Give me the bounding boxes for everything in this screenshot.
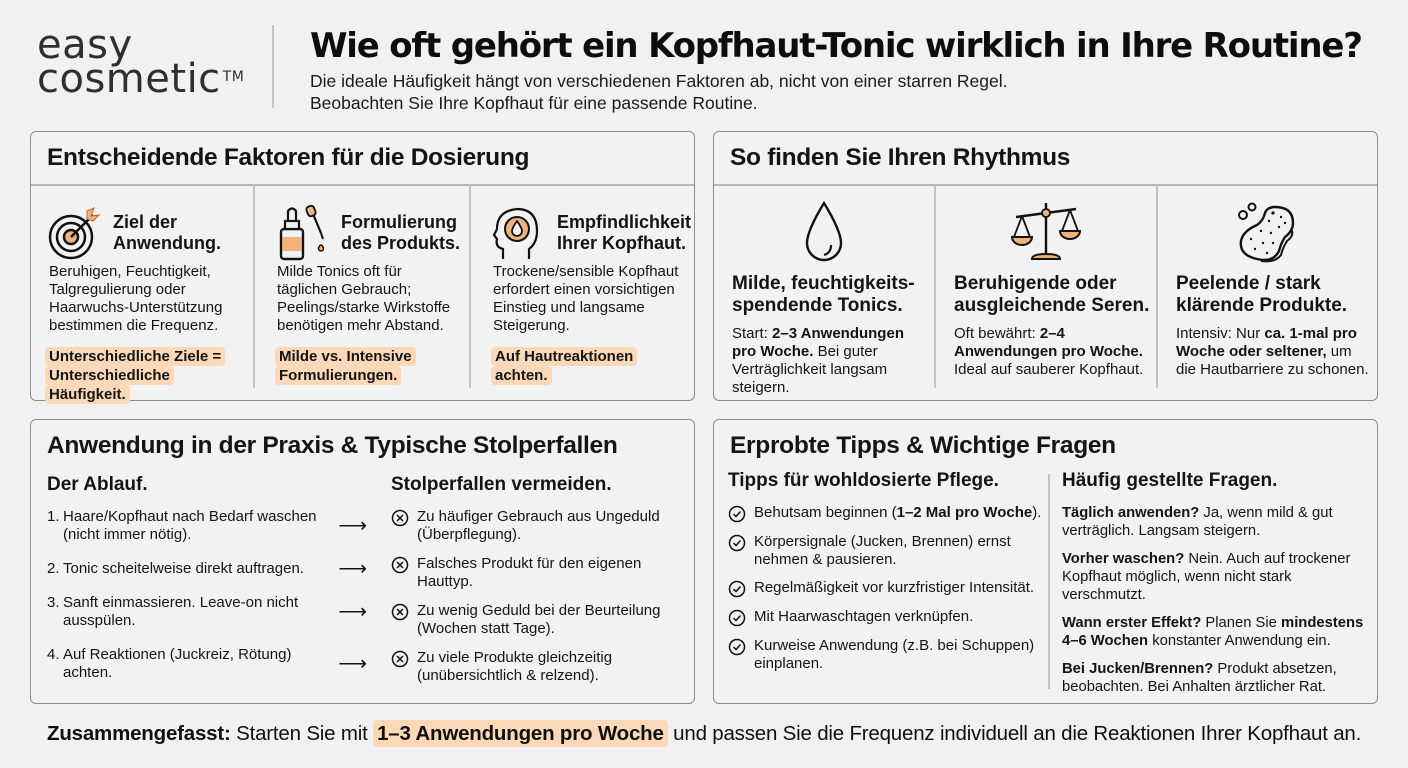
- rhythm-title-line: Peelende / stark: [1176, 273, 1321, 294]
- arrow-right-icon: ⟶: [338, 515, 367, 537]
- panel-title: So finden Sie Ihren Rhythmus: [730, 144, 1071, 171]
- rhythm-peeling: [1158, 185, 1378, 400]
- highlight-line: achten.: [491, 366, 552, 385]
- check-circle-icon: [728, 609, 746, 627]
- faq-item: Vorher waschen? Nein. Auch auf trockener Kopfhaut möglich, wenn nicht stark verschmutzt.: [1062, 551, 1351, 603]
- rhythm-panel: [713, 131, 1378, 401]
- x-circle-icon: [391, 650, 409, 668]
- x-circle-icon: [391, 509, 409, 527]
- check-circle-icon: [728, 534, 746, 552]
- arrow-right-icon: ⟶: [338, 653, 367, 675]
- steps-title: Der Ablauf.: [47, 474, 148, 495]
- water-drop-icon: [799, 199, 849, 265]
- page-subtitle: [310, 70, 1008, 114]
- tips-list: [728, 504, 1048, 683]
- trademark: TM: [222, 69, 245, 85]
- sponge-icon: [1233, 199, 1303, 265]
- panel-title: Anwendung in der Praxis & Typische Stolperfallen: [47, 432, 618, 459]
- tips-title: Tipps für wohldosierte Pflege.: [728, 470, 999, 491]
- tip-item: Mit Haarwaschtagen verknüpfen.: [728, 608, 1048, 627]
- factor-title-line: des Produkts.: [341, 233, 461, 253]
- factor-text: Milde Tonics oft für täglichen Gebrauch; Peelings/starke Wirkstoffe benötigen mehr Abstand.: [277, 263, 451, 334]
- factor-title-line: Ziel der: [113, 212, 178, 232]
- tip-item: Regelmäßigkeit vor kurzfristiger Intensität.: [728, 579, 1048, 598]
- pitfalls-title: Stolperfallen vermeiden.: [391, 474, 612, 495]
- rhythm-calming: [936, 185, 1156, 400]
- step-item: 1. Haare/Kopfhaut nach Bedarf waschen (nicht immer nötig). ⟶: [47, 508, 367, 543]
- pitfall-item: Falsches Produkt für den eigenen Hauttyp.: [391, 555, 681, 591]
- pitfalls-list: [391, 508, 681, 696]
- rhythm-title-line: Milde, feuchtigkeits-: [732, 273, 915, 294]
- highlight-line: Formulierungen.: [275, 366, 401, 385]
- step-item: 4. Auf Reaktionen (Juckreiz, Rötung) achten. ⟶: [47, 646, 367, 681]
- pitfall-item: Zu häufiger Gebrauch aus Ungeduld (Überpflegung).: [391, 508, 681, 544]
- rhythm-title-line: spendende Tonics.: [732, 295, 903, 316]
- pitfall-item: Zu wenig Geduld bei der Beurteilung (Wochen statt Tage).: [391, 602, 681, 638]
- step-item: 2. Tonic scheitelweise direkt auftragen. ⟶: [47, 558, 367, 580]
- factor-highlight: [45, 347, 253, 404]
- factor-title-line: Ihrer Kopfhaut.: [557, 233, 686, 253]
- tips-panel: [713, 419, 1378, 704]
- factor-text: Trockene/sensible Kopfhaut erfordert einen vorsichtigen Einstieg und langsame Steigerung.: [493, 263, 679, 334]
- page-title: Wie oft gehört ein Kopfhaut-Tonic wirklich in Ihre Routine?: [310, 26, 1362, 66]
- rhythm-title: [732, 273, 915, 317]
- arrow-right-icon: ⟶: [338, 601, 367, 623]
- target-icon: [47, 203, 103, 263]
- factor-formulation: [255, 185, 469, 400]
- steps-list: [47, 508, 367, 698]
- summary-highlight: 1–3 Anwendungen pro Woche: [373, 720, 668, 747]
- head-drop-icon: [491, 203, 547, 263]
- step-item: 3. Sanft einmassieren. Leave-on nicht ausspülen. ⟶: [47, 594, 367, 629]
- faq-item: Täglich anwenden? Ja, wenn mild & gut verträglich. Langsam steigern.: [1062, 505, 1333, 539]
- faq-item: Wann erster Effekt? Planen Sie mindestens 4–6 Wochen konstanter Anwendung ein.: [1062, 615, 1364, 649]
- factor-goal: [31, 185, 253, 403]
- faq-title: Häufig gestellte Fragen.: [1062, 470, 1278, 491]
- factor-highlight: [275, 347, 416, 385]
- column-divider: [1048, 474, 1050, 689]
- brand-logo: [37, 22, 245, 102]
- x-circle-icon: [391, 603, 409, 621]
- faq-item: Bei Jucken/Brennen? Produkt absetzen, beobachten. Bei Anhalten ärztlicher Rat.: [1062, 661, 1337, 695]
- rhythm-title: [954, 273, 1149, 317]
- factor-highlight: [491, 347, 637, 385]
- x-circle-icon: [391, 556, 409, 574]
- tip-item: Behutsam beginnen (1–2 Mal pro Woche).: [728, 504, 1048, 523]
- check-circle-icon: [728, 580, 746, 598]
- rhythm-text: Oft bewährt: 2–4 Anwendungen pro Woche. Ideal auf sauberer Kopfhaut.: [954, 325, 1144, 378]
- factors-panel: [30, 131, 695, 401]
- highlight-line: Unterschiedliche Ziele =: [45, 347, 225, 366]
- practice-panel: [30, 419, 695, 704]
- factor-title-line: Formulierung: [341, 212, 457, 232]
- balance-scale-icon: [1010, 199, 1082, 265]
- arrow-right-icon: ⟶: [338, 558, 367, 580]
- summary-line: [47, 722, 1361, 746]
- subtitle-line-1: Die ideale Häufigkeit hängt von verschiedenen Faktoren ab, nicht von einer starren Regel.: [310, 71, 1008, 91]
- factor-text: Beruhigen, Feuchtigkeit, Talgregulierung oder Haarwuchs-Unterstützung bestimmen die Frequenz.: [49, 263, 223, 334]
- rhythm-title-line: Beruhigende oder: [954, 273, 1117, 294]
- faq-list: [1062, 504, 1377, 706]
- rhythm-text: Start: 2–3 Anwendungen pro Woche. Bei guter Verträglichkeit langsam steigern.: [732, 325, 904, 396]
- logo-line-1: easy: [37, 22, 133, 68]
- highlight-line: Milde vs. Intensive: [275, 347, 416, 366]
- highlight-line: Auf Hautreaktionen: [491, 347, 637, 366]
- summary-label: Zusammengefasst:: [47, 722, 231, 745]
- summary-text: und passen Sie die Frequenz individuell an die Reaktionen Ihrer Kopfhaut an.: [667, 722, 1362, 745]
- factor-title-line: Empfindlichkeit: [557, 212, 692, 232]
- factor-title-line: Anwendung.: [113, 233, 221, 253]
- rhythm-title-line: klärende Produkte.: [1176, 295, 1348, 316]
- subtitle-line-2: Beobachten Sie Ihre Kopfhaut für eine passende Routine.: [310, 93, 758, 113]
- logo-line-2: cosmetic: [37, 56, 221, 102]
- page-header: [0, 0, 1408, 120]
- rhythm-text: Intensiv: Nur ca. 1-mal pro Woche oder seltener, um die Hautbarriere zu schonen.: [1176, 325, 1369, 378]
- rhythm-title-line: ausgleichende Seren.: [954, 295, 1150, 316]
- panel-title: Entscheidende Faktoren für die Dosierung: [47, 144, 530, 171]
- dropper-bottle-icon: [275, 203, 331, 263]
- header-divider: [272, 25, 274, 108]
- rhythm-title: [1176, 273, 1347, 317]
- check-circle-icon: [728, 505, 746, 523]
- summary-text: Starten Sie mit: [230, 722, 374, 745]
- tip-item: Körpersignale (Jucken, Brennen) ernst nehmen & pausieren.: [728, 533, 1048, 569]
- factor-sensitivity: [471, 185, 693, 400]
- tip-item: Kurweise Anwendung (z.B. bei Schuppen) einplanen.: [728, 637, 1048, 673]
- rhythm-mild: [714, 185, 934, 400]
- highlight-line: Unterschiedliche Häufigkeit.: [45, 366, 174, 404]
- panel-title: Erprobte Tipps & Wichtige Fragen: [730, 432, 1116, 459]
- check-circle-icon: [728, 638, 746, 656]
- pitfall-item: Zu viele Produkte gleichzeitig (unübersichtlich & relzend).: [391, 649, 681, 685]
